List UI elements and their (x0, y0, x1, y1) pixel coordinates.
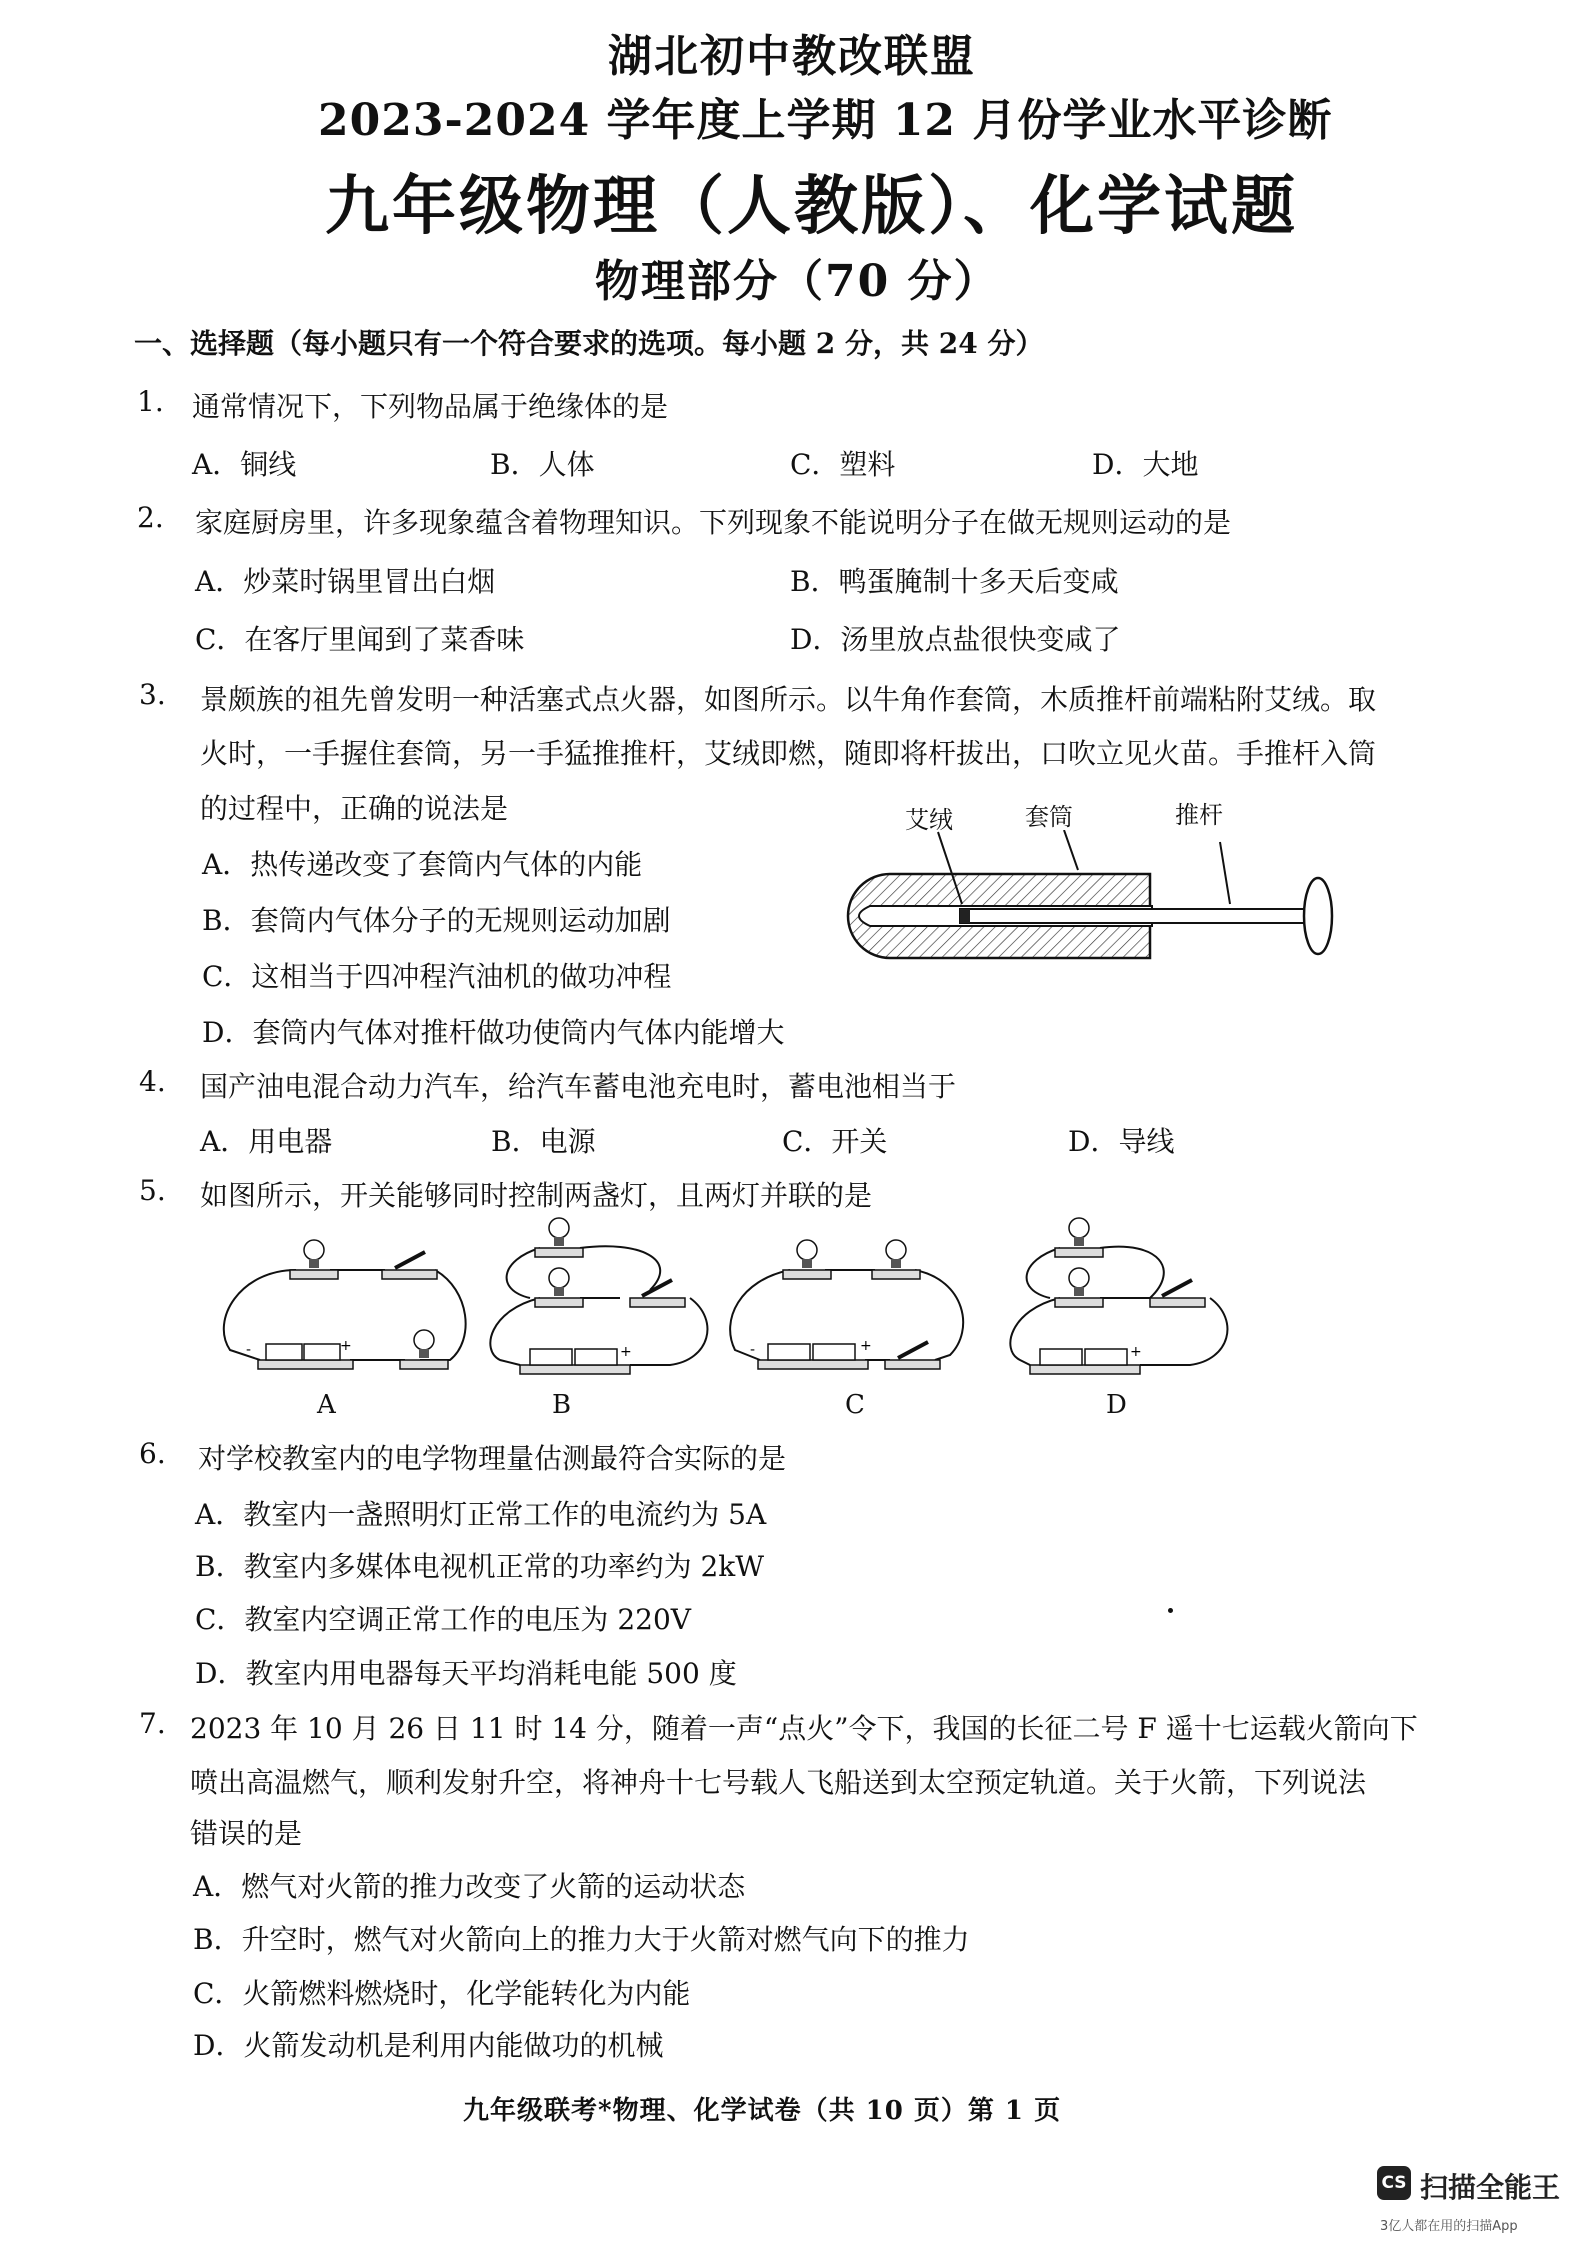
switch-lever (1162, 1280, 1192, 1296)
battery-icon (266, 1344, 302, 1360)
bulb-icon (797, 1240, 817, 1260)
svg-text:-: - (246, 1342, 252, 1358)
option-b: B．人体 (490, 448, 595, 481)
label-sleeve: 套筒 (1025, 803, 1073, 831)
question-number: 7. (139, 1707, 166, 1740)
option-b: B．套筒内气体分子的无规则运动加剧 (202, 904, 671, 937)
caption-b: B (552, 1390, 572, 1420)
battery-icon (768, 1344, 810, 1360)
circuit-d (1000, 1200, 1250, 1385)
option-a: A．用电器 (200, 1125, 333, 1158)
option-c: C．教室内空调正常工作的电压为 220V (195, 1603, 691, 1636)
option-d: D．套筒内气体对推杆做功使筒内气体内能增大 (202, 1016, 785, 1049)
battery-icon (1040, 1349, 1082, 1365)
moxa-tip (960, 909, 970, 923)
question-number: 1. (137, 385, 164, 418)
switch-lever (395, 1252, 425, 1268)
question-stem-line-2: 喷出高温燃气，顺利发射升空，将神舟十七号载人飞船送到太空预定轨道。关于火箭，下列说法 (190, 1766, 1367, 1799)
circuit-c (720, 1230, 990, 1385)
exam-alliance-title: 湖北初中教改联盟 (608, 31, 976, 82)
fire-piston-figure (820, 830, 1340, 980)
bulb-icon (414, 1330, 434, 1350)
question-stem-line-3: 的过程中，正确的说法是 (200, 792, 509, 825)
bulb-icon (549, 1218, 569, 1238)
question-stem-line-2: 火时，一手握住套筒，另一手猛推推杆，艾绒即燃，随即将杆拔出，口吹立见火苗。手推杆入筒 (200, 737, 1377, 770)
bulb-icon (1069, 1218, 1089, 1238)
option-d: D．汤里放点盐很快变咸了 (790, 623, 1121, 656)
push-rod (960, 909, 1315, 923)
stray-dot (1168, 1608, 1173, 1613)
watermark-sub: 3亿人都在用的扫描App (1380, 2219, 1518, 2234)
bulb-icon (304, 1240, 324, 1260)
option-a: A．铜线 (192, 448, 297, 481)
option-a: A．炒菜时锅里冒出白烟 (195, 565, 496, 598)
option-a: A．热传递改变了套筒内气体的内能 (202, 848, 643, 881)
physics-part-title: 物理部分（70 分） (595, 256, 1000, 307)
bulb-icon (886, 1240, 906, 1260)
option-d: D．导线 (1068, 1125, 1175, 1158)
leader-sleeve (1064, 830, 1078, 870)
svg-text:+: + (620, 1344, 632, 1360)
option-d: D．教室内用电器每天平均消耗电能 500 度 (195, 1657, 737, 1690)
option-b: B．升空时，燃气对火箭向上的推力大于火箭对燃气向下的推力 (193, 1923, 970, 1956)
option-b: B．电源 (491, 1125, 596, 1158)
option-c: C．这相当于四冲程汽油机的做功冲程 (202, 960, 672, 993)
question-number: 2. (137, 501, 164, 534)
bulb-icon (1069, 1268, 1089, 1288)
option-c: C．在客厅里闻到了菜香味 (195, 623, 525, 656)
option-b: B．教室内多媒体电视机正常的功率约为 2kW (195, 1550, 765, 1583)
exam-subject-title: 九年级物理（人教版）、化学试题 (325, 169, 1298, 244)
option-c: C．火箭燃料燃烧时，化学能转化为内能 (193, 1977, 691, 2010)
option-a: A．燃气对火箭的推力改变了火箭的运动状态 (193, 1870, 746, 1903)
svg-text:-: - (750, 1342, 756, 1358)
option-d: D．大地 (1092, 448, 1199, 481)
caption-c: C (845, 1390, 865, 1420)
label-moxa: 艾绒 (905, 806, 953, 834)
svg-text:+: + (860, 1338, 872, 1354)
circuit-a (200, 1210, 480, 1385)
svg-text:+: + (340, 1338, 352, 1354)
question-number: 6. (139, 1437, 166, 1470)
leader-rod (1220, 842, 1230, 904)
question-stem: 通常情况下，下列物品属于绝缘体的是 (192, 390, 669, 423)
svg-text:+: + (1130, 1344, 1142, 1360)
bulb-icon (549, 1268, 569, 1288)
cs-logo-icon: CS (1377, 2166, 1411, 2200)
question-stem: 对学校教室内的电学物理量估测最符合实际的是 (198, 1442, 787, 1475)
question-stem-line-1: 景颇族的祖先曾发明一种活塞式点火器，如图所示。以牛角作套筒，木质推杆前端粘附艾绒。取 (200, 683, 1377, 716)
label-rod: 推杆 (1175, 801, 1223, 829)
question-stem: 家庭厨房里，许多现象蕴含着物理知识。下列现象不能说明分子在做无规则运动的是 (195, 506, 1232, 539)
watermark-name: 扫描全能王 (1420, 2171, 1561, 2204)
caption-d: D (1106, 1390, 1127, 1420)
exam-session-title: 2023-2024 学年度上学期 12 月份学业水平诊断 (318, 95, 1333, 146)
section-title: 一、选择题（每小题只有一个符合要求的选项。每小题 2 分，共 24 分） (134, 327, 1044, 360)
question-number: 5. (139, 1174, 166, 1207)
question-stem: 如图所示，开关能够同时控制两盏灯，且两灯并联的是 (200, 1179, 873, 1212)
option-a: A．教室内一盏照明灯正常工作的电流约为 5A (195, 1498, 767, 1531)
option-c: C．塑料 (790, 448, 896, 481)
question-stem-line-3: 错误的是 (190, 1817, 303, 1850)
question-stem-line-1: 2023 年 10 月 26 日 11 时 14 分，随着一声“点火”令下，我国的长征二号 F 遥十七运载火箭向下 (190, 1712, 1418, 1745)
question-stem: 国产油电混合动力汽车，给汽车蓄电池充电时，蓄电池相当于 (200, 1070, 957, 1103)
option-c: C．开关 (782, 1125, 888, 1158)
question-number: 4. (139, 1065, 166, 1098)
question-number: 3. (139, 678, 166, 711)
option-d: D．火箭发动机是利用内能做功的机械 (193, 2029, 664, 2062)
caption-a: A (317, 1390, 336, 1420)
switch-lever (898, 1342, 928, 1358)
option-b: B．鸭蛋腌制十多天后变咸 (790, 565, 1119, 598)
circuit-b (480, 1200, 730, 1385)
rod-handle (1304, 878, 1332, 954)
battery-icon (530, 1349, 572, 1365)
page-footer: 九年级联考*物理、化学试卷（共 10 页）第 1 页 (463, 2096, 1062, 2126)
